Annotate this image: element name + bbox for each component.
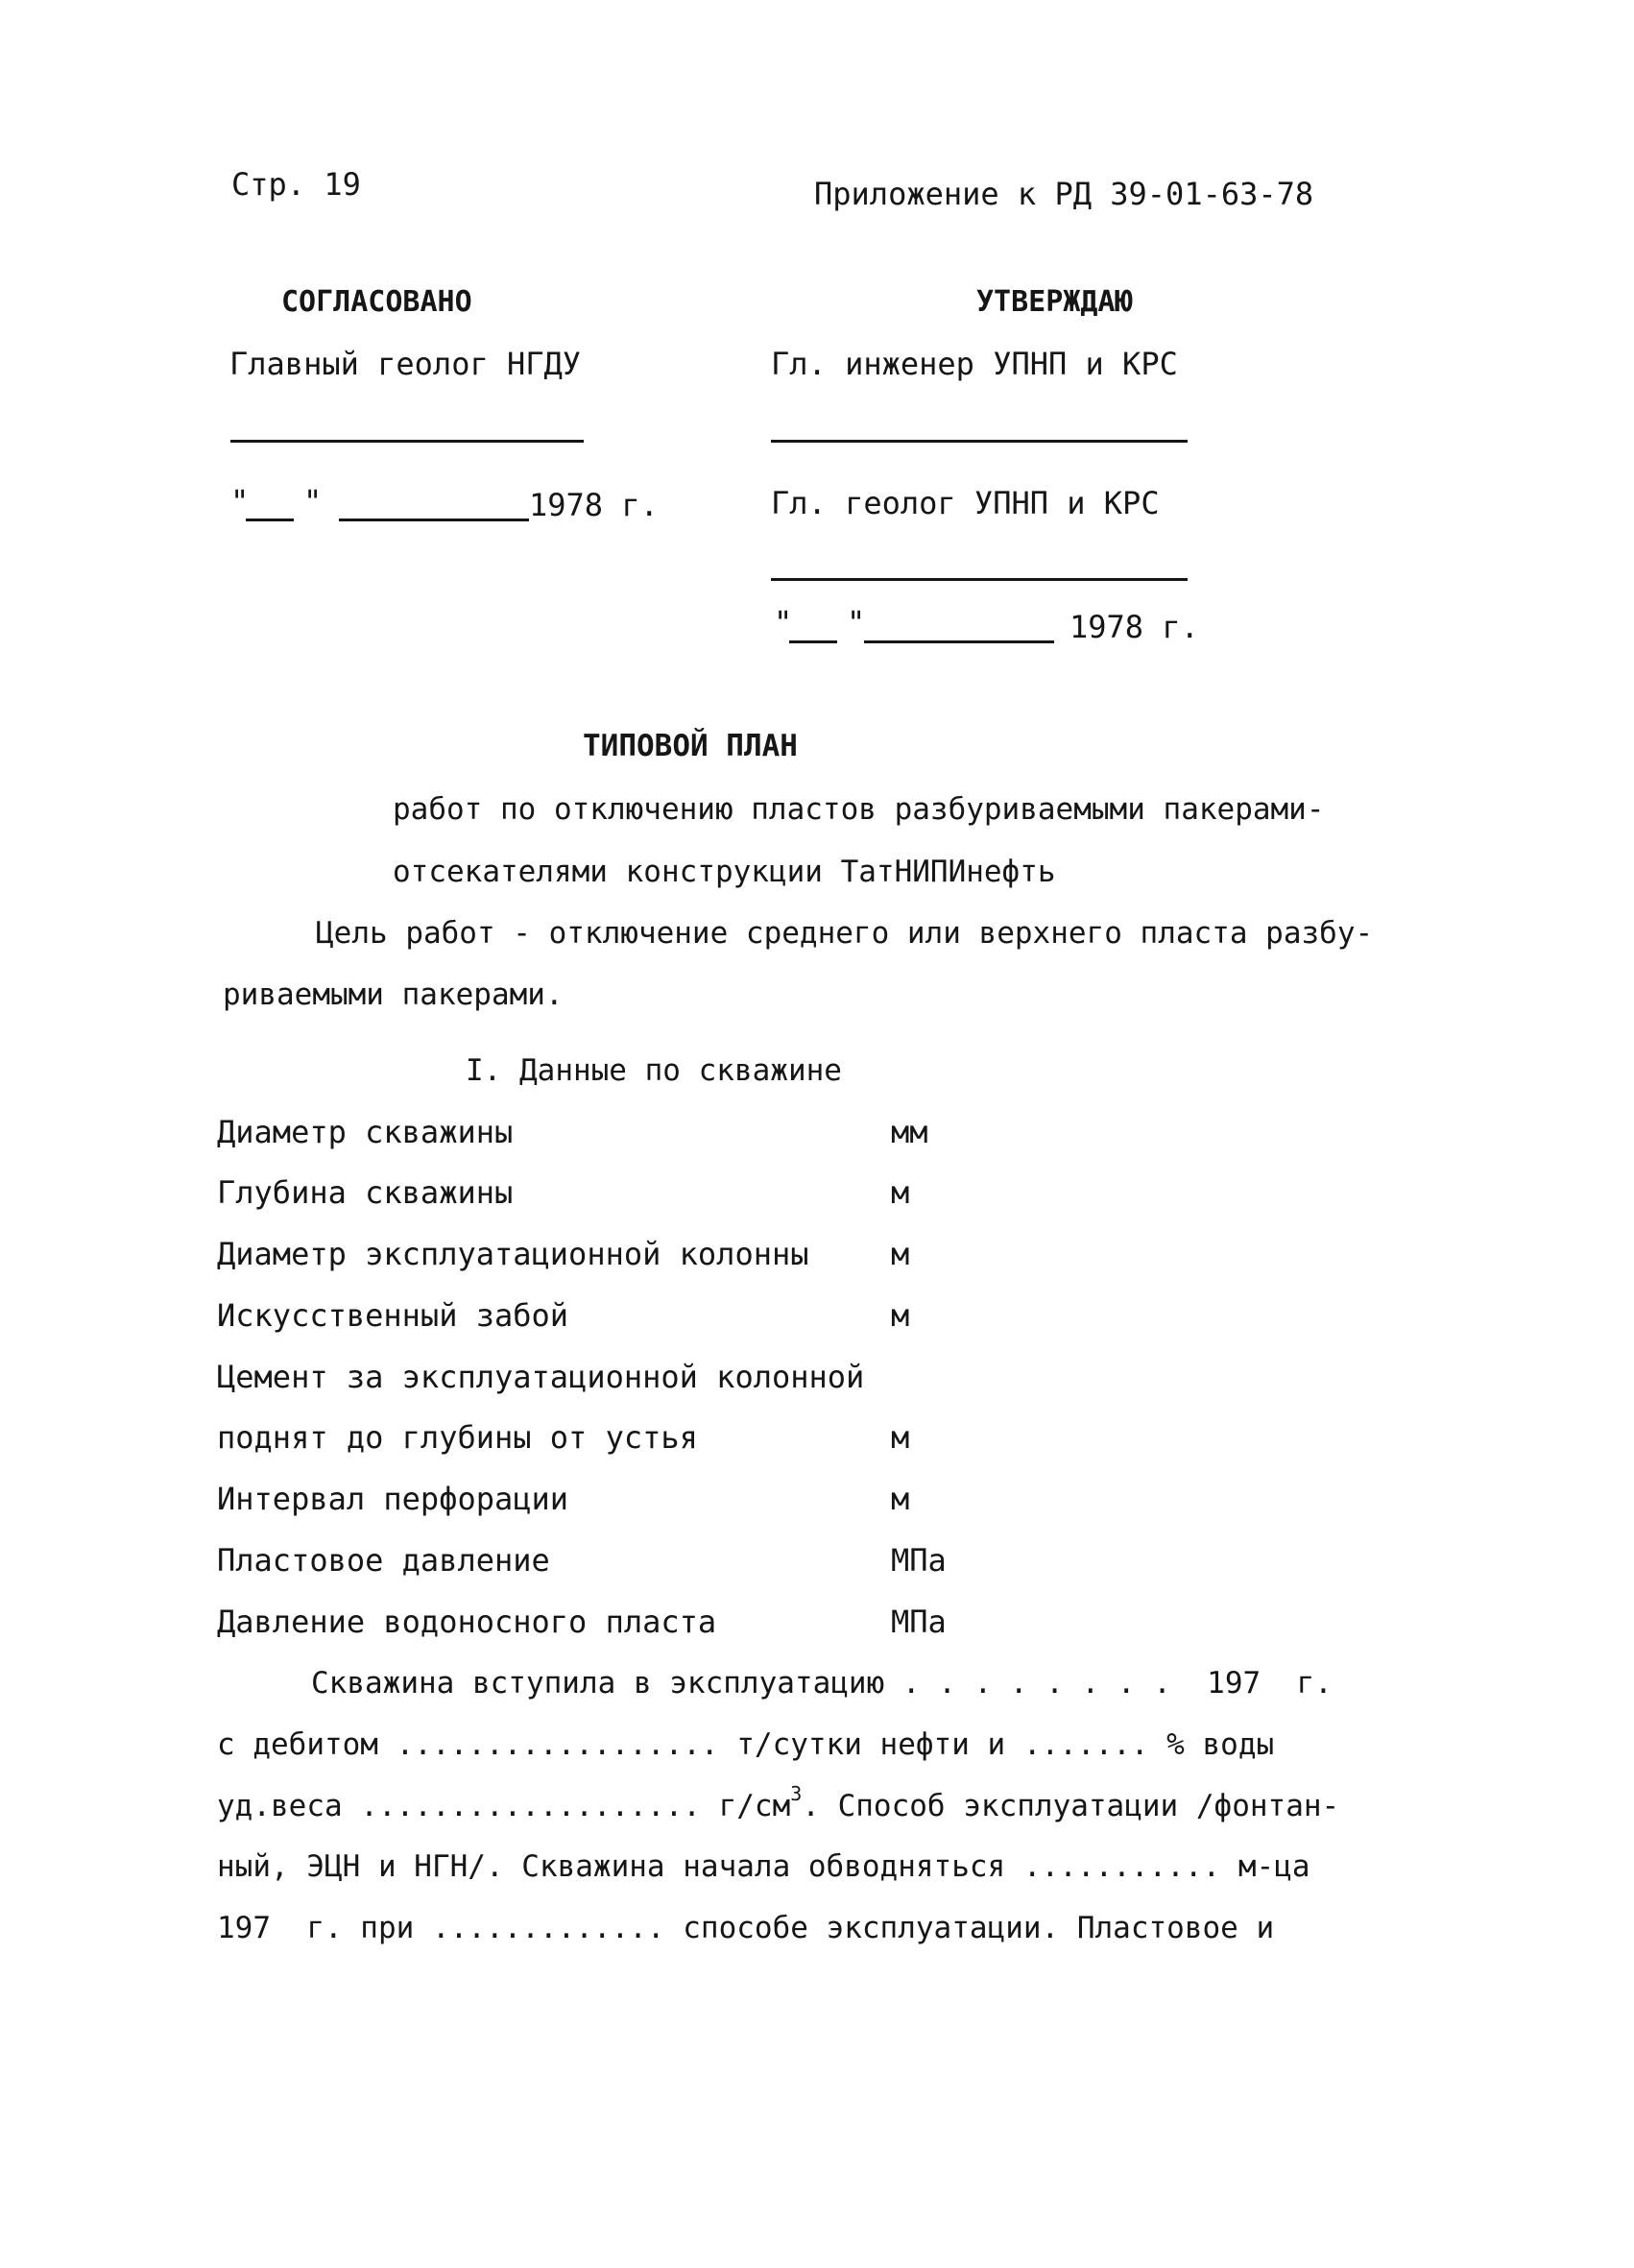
field-unit: мм (891, 1114, 928, 1150)
field-label: поднят до глубины от устья (217, 1419, 698, 1456)
approved-geologist-signature-line (771, 578, 1188, 581)
field-unit: МПа (891, 1542, 947, 1579)
page-number: Стр. 19 (231, 166, 361, 203)
agreed-heading: СОГЛАСОВАНО (281, 285, 472, 319)
paragraph-line-2: с дебитом .................. т/сутки нефти и ....... % воды (217, 1727, 1275, 1762)
field-row (217, 1297, 1081, 1339)
agreed-month-line (339, 519, 529, 521)
field-label: Диаметр скважины (217, 1114, 514, 1150)
field-row (217, 1481, 1081, 1522)
paragraph-line-4: ный, ЭЦН и НГН/. Скважина начала обводняться ........... м-ца (217, 1849, 1310, 1884)
field-row (217, 1419, 1081, 1460)
agreed-position: Главный геолог НГДУ (229, 346, 582, 382)
paragraph-line-3-start: уд.веса ................... г/см (217, 1789, 791, 1823)
field-unit: МПа (891, 1604, 947, 1640)
approved-position-geologist: Гл. геолог УПНП и КРС (771, 485, 1160, 521)
field-label: Интервал перфорации (217, 1481, 569, 1517)
agreed-quote-close: " (303, 483, 323, 519)
agreed-year: 1978 г. (529, 487, 659, 523)
field-label: Глубина скважины (217, 1174, 514, 1211)
approved-month-line (864, 640, 1054, 643)
agreed-day-line (246, 519, 294, 521)
goal-line-2: риваемыми пакерами. (223, 977, 564, 1012)
field-unit: м (891, 1297, 910, 1334)
field-row (217, 1174, 1081, 1216)
agreed-quote-open: " (230, 483, 250, 519)
field-unit: м (891, 1174, 910, 1211)
field-unit: м (891, 1481, 910, 1517)
approved-engineer-signature-line (771, 440, 1188, 443)
agreed-signature-line (230, 440, 584, 443)
approved-quote-close: " (847, 604, 866, 640)
appendix-reference: Приложение к РД 39-01-63-78 (814, 176, 1314, 212)
cubic-superscript: 3 (790, 1782, 803, 1805)
field-label: Искусственный забой (217, 1297, 569, 1334)
field-row (217, 1606, 1081, 1645)
paragraph-line-3 (217, 1782, 1340, 1823)
paragraph-line-1: Скважина вступила в эксплуатацию . . . . . . . . 197 г. (311, 1666, 1333, 1701)
title-line-1: работ по отключению пластов разбуриваемыми пакерами- (393, 792, 1325, 827)
approved-quote-open: " (774, 604, 793, 640)
approved-heading: УТВЕРЖДАЮ (976, 285, 1133, 319)
title-line-2: отсекателями конструкции ТатНИПИнефть (393, 855, 1056, 889)
field-unit: м (891, 1236, 910, 1272)
document-title: ТИПОВОЙ ПЛАН (583, 729, 798, 763)
field-label: Диаметр эксплуатационной колонны (217, 1236, 809, 1272)
field-label: Давление водоносного пласта (217, 1604, 717, 1640)
approved-day-line (789, 640, 837, 643)
field-row (217, 1114, 1081, 1155)
field-unit: м (891, 1419, 910, 1456)
field-row (217, 1542, 1081, 1583)
section-heading: I. Данные по скважине (466, 1053, 842, 1088)
approved-year: 1978 г. (1069, 609, 1199, 645)
field-label: Пластовое давление (217, 1542, 550, 1579)
paragraph-line-3-end: . Способ эксплуатации /фонтан- (802, 1789, 1340, 1823)
field-row (217, 1359, 1081, 1400)
field-label: Цемент за эксплуатационной колонной (217, 1359, 865, 1395)
goal-line-1: Цель работ - отключение среднего или верхнего пласта разбу- (316, 916, 1374, 951)
field-row (217, 1236, 1081, 1277)
approved-position-engineer: Гл. инженер УПНП и КРС (771, 346, 1178, 382)
well-data-list (217, 1114, 1081, 1654)
paragraph-line-5: 197 г. при ............. способе эксплуатации. Пластовое и (217, 1911, 1275, 1945)
